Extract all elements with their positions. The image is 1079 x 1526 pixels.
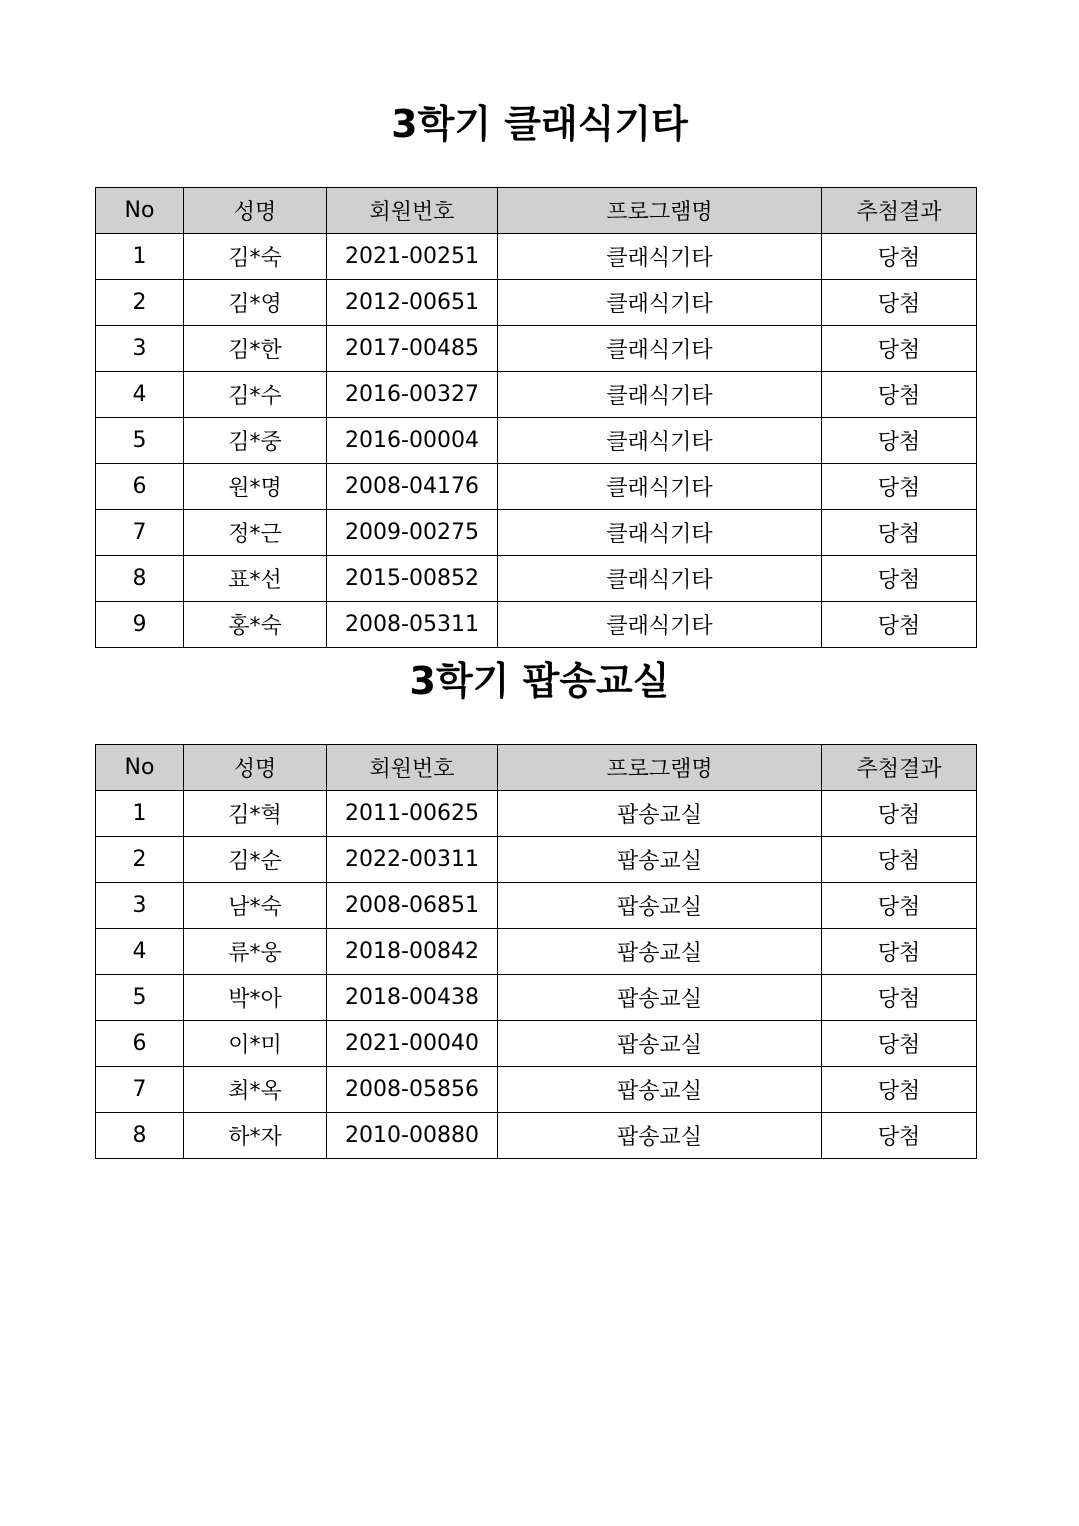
lottery-table-pop-song-class	[95, 744, 977, 1159]
cell-no: 4	[96, 929, 184, 975]
table-row	[96, 464, 977, 510]
cell-no: 2	[96, 280, 184, 326]
table-row	[96, 1021, 977, 1067]
cell-no: 4	[96, 372, 184, 418]
cell-program-name: 클래식기타	[498, 234, 822, 280]
cell-no: 6	[96, 464, 184, 510]
header-name: 성명	[184, 745, 327, 791]
cell-member-number: 2021-00251	[327, 234, 498, 280]
cell-member-number: 2008-04176	[327, 464, 498, 510]
table-row	[96, 1067, 977, 1113]
cell-draw-result: 당첨	[822, 929, 977, 975]
cell-draw-result: 당첨	[822, 556, 977, 602]
cell-name: 김*한	[184, 326, 327, 372]
cell-program-name: 클래식기타	[498, 464, 822, 510]
cell-no: 5	[96, 975, 184, 1021]
table-row	[96, 883, 977, 929]
cell-member-number: 2017-00485	[327, 326, 498, 372]
table-row	[96, 234, 977, 280]
table-row	[96, 510, 977, 556]
cell-draw-result: 당첨	[822, 280, 977, 326]
cell-member-number: 2010-00880	[327, 1113, 498, 1159]
cell-draw-result: 당첨	[822, 372, 977, 418]
cell-name: 김*숙	[184, 234, 327, 280]
cell-program-name: 클래식기타	[498, 372, 822, 418]
header-no: No	[96, 188, 184, 234]
cell-name: 김*혁	[184, 791, 327, 837]
cell-no: 5	[96, 418, 184, 464]
cell-name: 홍*숙	[184, 602, 327, 648]
cell-program-name: 클래식기타	[498, 510, 822, 556]
cell-member-number: 2009-00275	[327, 510, 498, 556]
cell-member-number: 2015-00852	[327, 556, 498, 602]
cell-no: 1	[96, 234, 184, 280]
cell-no: 3	[96, 883, 184, 929]
cell-no: 6	[96, 1021, 184, 1067]
table-row	[96, 556, 977, 602]
cell-draw-result: 당첨	[822, 234, 977, 280]
cell-name: 박*아	[184, 975, 327, 1021]
cell-name: 김*영	[184, 280, 327, 326]
header-member-number: 회원번호	[327, 745, 498, 791]
cell-program-name: 팝송교실	[498, 1021, 822, 1067]
cell-name: 이*미	[184, 1021, 327, 1067]
cell-draw-result: 당첨	[822, 883, 977, 929]
cell-program-name: 팝송교실	[498, 1067, 822, 1113]
cell-name: 남*숙	[184, 883, 327, 929]
cell-name: 원*명	[184, 464, 327, 510]
cell-draw-result: 당첨	[822, 464, 977, 510]
table-row	[96, 837, 977, 883]
cell-no: 7	[96, 1067, 184, 1113]
cell-member-number: 2016-00004	[327, 418, 498, 464]
cell-no: 7	[96, 510, 184, 556]
header-member-number: 회원번호	[327, 188, 498, 234]
cell-draw-result: 당첨	[822, 1021, 977, 1067]
cell-member-number: 2016-00327	[327, 372, 498, 418]
cell-program-name: 팝송교실	[498, 975, 822, 1021]
cell-draw-result: 당첨	[822, 791, 977, 837]
cell-member-number: 2018-00842	[327, 929, 498, 975]
cell-name: 표*선	[184, 556, 327, 602]
cell-member-number: 2008-06851	[327, 883, 498, 929]
cell-no: 8	[96, 1113, 184, 1159]
cell-draw-result: 당첨	[822, 975, 977, 1021]
table-header-row	[96, 188, 977, 234]
cell-member-number: 2021-00040	[327, 1021, 498, 1067]
cell-member-number: 2012-00651	[327, 280, 498, 326]
table-row	[96, 791, 977, 837]
cell-program-name: 클래식기타	[498, 556, 822, 602]
cell-draw-result: 당첨	[822, 602, 977, 648]
header-no: No	[96, 745, 184, 791]
section-title-classical-guitar: 3학기 클래식기타	[391, 102, 688, 146]
cell-name: 최*옥	[184, 1067, 327, 1113]
cell-member-number: 2018-00438	[327, 975, 498, 1021]
table-row	[96, 929, 977, 975]
cell-program-name: 클래식기타	[498, 418, 822, 464]
header-name: 성명	[184, 188, 327, 234]
lottery-table-classical-guitar	[95, 187, 977, 648]
cell-draw-result: 당첨	[822, 326, 977, 372]
table-row	[96, 280, 977, 326]
cell-member-number: 2008-05311	[327, 602, 498, 648]
table-row	[96, 1113, 977, 1159]
cell-name: 정*근	[184, 510, 327, 556]
table-row	[96, 975, 977, 1021]
table-row	[96, 602, 977, 648]
cell-name: 김*수	[184, 372, 327, 418]
cell-no: 8	[96, 556, 184, 602]
cell-program-name: 팝송교실	[498, 791, 822, 837]
cell-no: 9	[96, 602, 184, 648]
header-draw-result: 추첨결과	[822, 188, 977, 234]
cell-draw-result: 당첨	[822, 1067, 977, 1113]
cell-program-name: 클래식기타	[498, 326, 822, 372]
cell-program-name: 팝송교실	[498, 1113, 822, 1159]
header-program-name: 프로그램명	[498, 188, 822, 234]
table-row	[96, 372, 977, 418]
cell-program-name: 클래식기타	[498, 280, 822, 326]
section-title-pop-song-class: 3학기 팝송교실	[409, 659, 670, 703]
header-program-name: 프로그램명	[498, 745, 822, 791]
cell-program-name: 클래식기타	[498, 602, 822, 648]
cell-program-name: 팝송교실	[498, 929, 822, 975]
cell-no: 2	[96, 837, 184, 883]
cell-name: 김*순	[184, 837, 327, 883]
cell-name: 류*웅	[184, 929, 327, 975]
header-draw-result: 추첨결과	[822, 745, 977, 791]
cell-program-name: 팝송교실	[498, 883, 822, 929]
table-header-row	[96, 745, 977, 791]
table-row	[96, 326, 977, 372]
cell-draw-result: 당첨	[822, 1113, 977, 1159]
cell-draw-result: 당첨	[822, 837, 977, 883]
cell-name: 하*자	[184, 1113, 327, 1159]
cell-member-number: 2022-00311	[327, 837, 498, 883]
cell-name: 김*중	[184, 418, 327, 464]
cell-no: 1	[96, 791, 184, 837]
cell-member-number: 2008-05856	[327, 1067, 498, 1113]
cell-member-number: 2011-00625	[327, 791, 498, 837]
cell-no: 3	[96, 326, 184, 372]
cell-draw-result: 당첨	[822, 510, 977, 556]
cell-draw-result: 당첨	[822, 418, 977, 464]
table-row	[96, 418, 977, 464]
cell-program-name: 팝송교실	[498, 837, 822, 883]
